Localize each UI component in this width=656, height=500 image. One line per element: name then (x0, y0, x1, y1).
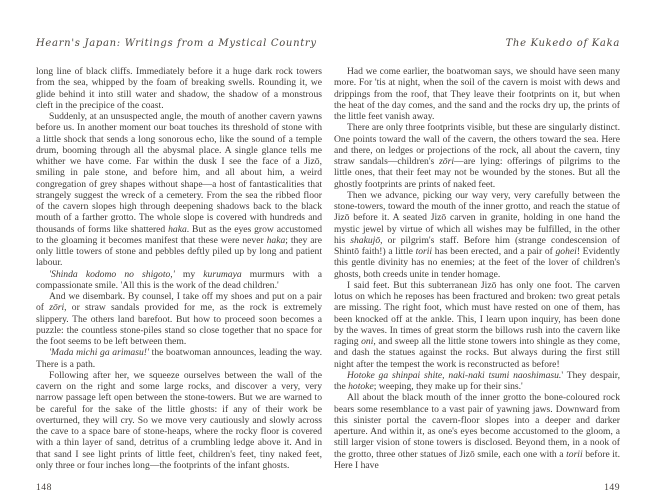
running-header-left: Hearn's Japan: Writings from a Mystical Country (36, 38, 317, 49)
right-page-body (334, 66, 620, 471)
running-header-right: The Kukedo of Kaka (505, 38, 620, 49)
paragraph: Then we advance, picking our way very, very carefully between the stone-towers, toward the mouth of the inner grotto, and reach the statue of Jizō before it. A seated Jizō carven in granite, holding in one hand the mystic jewel by virtue of which all wishes may be fulfilled, in the other his shakujō, or pilgrim's staff. Before him (strange condescension of Shintō faith!) a little torii has been erected, and a pair of gohei! Evidently this gentle divinity has no enemies; at the feet of the lover of children's ghosts, both creeds unite in tender homage. (334, 189, 620, 280)
paragraph: 'Shinda kodomo no shigoto,' my kurumaya murmurs with a compassionate smile. 'All this is the work of the dead children.' (36, 268, 322, 291)
page-number-left: 148 (36, 482, 52, 493)
paragraph: Following after her, we squeeze ourselves between the wall of the cavern on the right and some large rocks, and discover a very, very narrow passage left open between the stone-towers. But we are warned to be careful for the sake of the little ghosts: if any of their work be overturned, they will cry. So we move very cautiously and slowly across the cave to a space bare of stone-heaps, where the rocky floor is covered with a thin layer of sand, detritus of a crumbling ledge above it. And in that sand I see light prints of little feet, children's feet, tiny naked feet, only three or four inches long—the footprints of the infant ghosts. (36, 369, 322, 471)
left-page-body (36, 66, 322, 471)
paragraph: There are only three footprints visible, but these are singularly distinct. One points toward the wall of the cavern, the others toward the sea. Here and there, on ledges or projections of the rock, all about the cavern, tiny straw sandals—children's zōri—are lying: offerings of pilgrims to the little ones, that their feet may not be wounded by the stones. But all the ghostly footprints are prints of naked feet. (334, 122, 620, 190)
paragraph: Hotoke ga shinpai shite, naki-naki tsumi naoshimasu.' They despair, the hotoke; weeping, they make up for their sins.' (334, 369, 620, 392)
left-page (36, 38, 322, 493)
paragraph: Had we come earlier, the boatwoman says, we should have seen many more. For 'tis at night, when the soil of the cavern is moist with dews and drippings from the roof, that They leave their footprints on it, but when the heat of the day comes, and the sand and the rocks dry up, the prints of the little feet vanish away. (334, 66, 620, 122)
paragraph: And we disembark. By counsel, I take off my shoes and put on a pair of zōri, or straw sandals provided for me, as the rock is extremely slippery. The others land barefoot. But how to proceed soon becomes a puzzle: the countless stone-piles stand so close together that no space for the foot seems to be left between them. (36, 291, 323, 347)
paragraph: Suddenly, at an unsuspected angle, the mouth of another cavern yawns before us. In another moment our boat touches its threshold of stone with a little shock that sends a long sonorous echo, like the sound of a temple drum, booming through all the abysmal place. A single glance tells me whither we have come. Far within the dusk I see the face of a Jizō, smiling in pale stone, and before him, and all about him, a weird congregation of grey shapes without shape—a host of fantasticalities that strangely suggest the wreck of a cemetery. From the sea the ribbed floor of the cavern slopes high through deepening shadows back to the black mouth of a farther grotto. The whole slope is covered with hundreds and thousands of forms like shattered haka. But as the eyes grow accustomed to the gloaming it becomes manifest that these were never haka; they are only little towers of stone and pebbles deftly piled up by long and patient labour. (36, 111, 322, 269)
right-page (334, 38, 620, 493)
page-number-right: 149 (604, 482, 620, 493)
paragraph: long line of black cliffs. Immediately before it a huge dark rock towers from the sea, whipped by the foam of breaking swells. Rounding it, we glide behind it into still water and shadow, the shadow of a monstrous cleft in the precipice of the coast. (36, 66, 322, 111)
paragraph: 'Mada michi ga arimasu!' the boatwoman announces, leading the way. There is a path. (36, 347, 322, 370)
paragraph: All about the black mouth of the inner grotto the bone-coloured rock bears some resemblance to a vast pair of yawning jaws. Downward from this sinister portal the cavern-floor slopes into a deeper and darker aperture. And within it, as one's eyes become accustomed to the gloom, a still larger vision of stone towers is disclosed. Beyond them, in a nook of the grotto, three other statues of Jizō smile, each one with a torii before it. Here I have (334, 392, 620, 471)
paragraph: I said feet. But this subterranean Jizō has only one foot. The carven lotus on which he reposes has been fractured and broken: two great petals are missing. The right foot, which must have rested on one of them, has been knocked off at the ankle. This, I learn upon inquiry, has been done by the waves. In times of great storm the billows rush into the cavern like raging oni, and sweep all the little stone towers into shingle as they come, and dash the statues against the rocks. But always during the first still night after the tempest the work is reconstructed as before! (334, 279, 620, 370)
